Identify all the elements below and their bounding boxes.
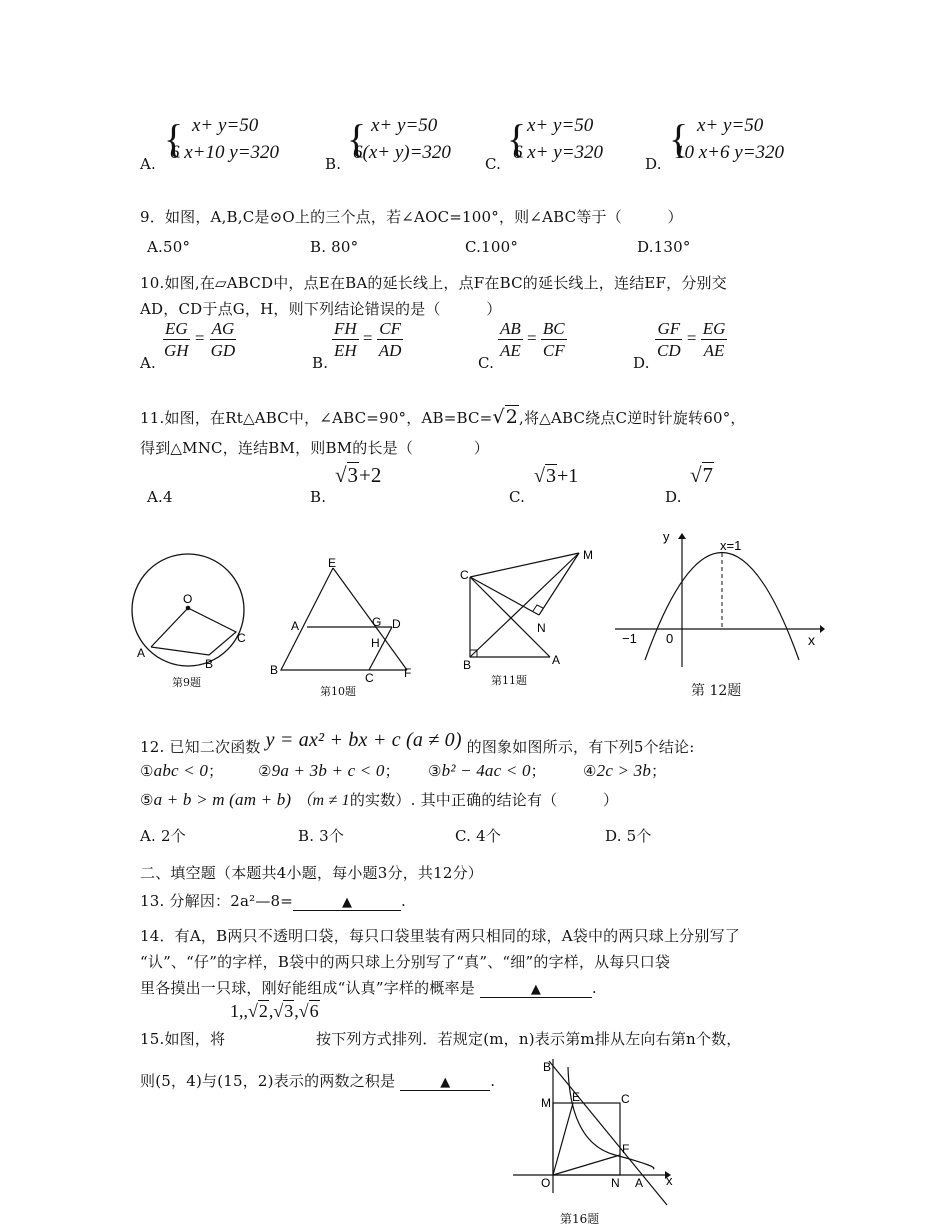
- q12-function: y = ax² + bx + c (a ≠ 0): [265, 729, 462, 751]
- q11-option-c-value: √ 3 +1: [534, 465, 579, 487]
- q11-stem-line2: 得到△MNC，连结BM，则BM的长是（ ）: [140, 439, 490, 457]
- q12-conclusion-2: ②9a + 3b + c < 0；: [258, 761, 400, 780]
- label-a: A: [552, 653, 561, 667]
- label-o: O: [183, 592, 193, 606]
- triangle-lines: [151, 608, 236, 655]
- label-m: M: [583, 548, 593, 562]
- label-m: M: [541, 1096, 551, 1110]
- radicand: 3: [347, 463, 359, 487]
- label-e: E: [328, 556, 337, 570]
- equation-1: x+ y=50: [697, 115, 764, 136]
- equation-2: 6(x+ y)=320: [353, 142, 451, 163]
- figure-9: [125, 550, 260, 690]
- figure-16: [505, 1053, 680, 1213]
- figure-10: [265, 552, 420, 682]
- label-neg1: −1: [622, 631, 637, 646]
- q12-line1: [140, 729, 695, 758]
- q12-suffix: 的图象如图所示，有下列5个结论:: [466, 738, 695, 756]
- q9-option-c[interactable]: C.100°: [465, 238, 519, 256]
- numerator: CF: [379, 319, 401, 338]
- q11-stem-b: ,将△ABC绕点C逆时针旋转60°，: [519, 409, 746, 427]
- q11-option-a[interactable]: [147, 488, 173, 506]
- q9-option-a[interactable]: A.50°: [147, 238, 191, 256]
- denominator: AE: [703, 341, 725, 360]
- numerator: EG: [702, 319, 726, 338]
- q15-part2: 按下列方式排列．若规定(m，n)表示第m排从左向右第n个数，: [316, 1030, 742, 1048]
- segment-of: [553, 1155, 620, 1175]
- q15-answer-blank[interactable]: ▲: [400, 1072, 490, 1091]
- denominator: GH: [164, 341, 189, 360]
- label-x: x: [808, 632, 815, 648]
- q13-text: 13. 分解因：2a²—8=: [140, 892, 294, 910]
- label-a: A: [137, 646, 146, 660]
- label-c: C: [365, 671, 374, 682]
- denominator: CD: [657, 341, 681, 360]
- q9-stem: 9．如图，A,B,C是⊙O上的三个点，若∠AOC=100°，则∠ABC等于（ ）: [140, 208, 683, 226]
- section-2-heading: 二、填空题（本题共4小题，每小题3分，共12分）: [140, 864, 483, 882]
- q10-stem-line1: 10.如图,在▱ABCD中，点E在BA的延长线上，点F在BC的延长线上，连结EF，分别交: [140, 274, 727, 292]
- numerator: EG: [164, 319, 188, 338]
- q12-conclusion-1: ①abc < 0；: [140, 761, 224, 780]
- numerator: GF: [657, 319, 681, 338]
- q14-line1: 14．有A，B两只不透明口袋，每只口袋里装有两只相同的球，A袋中的两只球上分别写了: [140, 927, 740, 945]
- label-x: x: [666, 1173, 673, 1188]
- option-label: C.: [485, 155, 502, 173]
- q9-option-d[interactable]: D.130°: [637, 238, 691, 256]
- label-g: G: [372, 615, 382, 629]
- line-ab: [549, 1061, 667, 1205]
- q15-sequence: 1,, √ 2 , √ 3 , √ 6: [230, 1001, 319, 1021]
- q14-answer-blank[interactable]: ▲: [480, 979, 592, 998]
- label-h: H: [371, 636, 380, 650]
- brace: {: [507, 116, 527, 161]
- q13-answer-blank[interactable]: ▲: [293, 892, 401, 911]
- q12-option-a[interactable]: A. 2个: [140, 827, 186, 845]
- label-c: C: [621, 1092, 630, 1106]
- numerator: AB: [500, 319, 521, 338]
- label-b: B: [543, 1060, 552, 1074]
- equation-1: x+ y=50: [371, 115, 438, 136]
- option-label: A.: [140, 354, 157, 372]
- figure-11: [455, 545, 605, 670]
- q14-line3: 里各摸出一只球，刚好能组成“认真”字样的概率是 ▲ .: [140, 979, 597, 997]
- q11-stem-line1: 11.如图，在Rt△ABC中，∠ABC=90°，AB=BC= √ 2 ,将△ABC绕点C逆时针旋转60°，: [140, 406, 746, 428]
- label-d: D: [392, 617, 401, 631]
- label-a: A: [291, 619, 300, 633]
- q11-option-d-label[interactable]: D.: [665, 488, 682, 506]
- label-f: F: [622, 1142, 630, 1156]
- option-label: A.: [140, 155, 157, 173]
- q12-option-b[interactable]: B. 3个: [298, 827, 345, 845]
- rest: +2: [359, 463, 382, 487]
- q15-line2: 则(5，4)与(15，2)表示的两数之积是 ▲ .: [140, 1072, 496, 1090]
- option-label: B.: [325, 155, 342, 173]
- label-n: N: [537, 621, 546, 635]
- q12-conclusion-4: ④2c > 3b；: [583, 761, 667, 780]
- radicand: 7: [702, 463, 714, 487]
- q15-part1: 15.如图，将: [140, 1030, 226, 1048]
- brace: {: [164, 116, 184, 161]
- label-e: E: [572, 1090, 581, 1104]
- side-mn: [539, 553, 579, 615]
- option-value: 4: [163, 488, 173, 506]
- label-b: B: [205, 657, 214, 671]
- label-c: C: [237, 631, 246, 645]
- denominator: EH: [334, 341, 357, 360]
- q10-stem-line2: AD，CD于点G，H，则下列结论错误的是（ ）: [140, 300, 502, 318]
- rest: +1: [556, 465, 579, 487]
- label-axis: x=1: [720, 538, 742, 553]
- q11-option-d-value: √ 7: [690, 463, 714, 487]
- label-b: B: [463, 658, 472, 670]
- equation-2: 6 x+ y=320: [513, 142, 604, 163]
- denominator: AD: [378, 341, 402, 360]
- q11-option-c-label[interactable]: C.: [509, 488, 526, 506]
- q11-option-b-value: √ 3 +2: [335, 463, 382, 487]
- option-label: C.: [478, 354, 495, 372]
- q12-conclusion-3: ③b² − 4ac < 0；: [428, 761, 546, 780]
- figure-10-caption: 第10题: [320, 685, 356, 698]
- segment-oe: [553, 1103, 573, 1175]
- y-axis-arrow: [678, 533, 686, 539]
- q14-line2: “认”、“仔”的字样，B袋中的两只球上分别写了“真”、“细”的字样，从每只口袋: [140, 953, 671, 971]
- hyperbola: [568, 1067, 654, 1169]
- figure-12-caption: 第 12题: [691, 683, 742, 699]
- brace: {: [347, 116, 367, 161]
- equation-1: x+ y=50: [527, 115, 594, 136]
- numerator: AG: [211, 319, 235, 338]
- denominator: GD: [210, 341, 236, 360]
- q9-option-b[interactable]: B. 80°: [310, 238, 359, 256]
- x-axis-arrow: [820, 625, 825, 633]
- equation-2: 6 x+10 y=320: [170, 142, 280, 163]
- label-y: y: [663, 529, 670, 544]
- option-label: A.: [147, 488, 164, 506]
- q12-option-c[interactable]: C. 4个: [455, 827, 502, 845]
- q11-option-b-label[interactable]: B.: [310, 488, 327, 506]
- equation-1: x+ y=50: [192, 115, 259, 136]
- label-o: O: [541, 1176, 551, 1190]
- figure-9-caption: 第9题: [172, 676, 201, 689]
- numerator: FH: [334, 319, 357, 338]
- figure-16-caption: 第16题: [560, 1212, 600, 1226]
- brace: {: [669, 116, 689, 161]
- label-n: N: [611, 1176, 620, 1190]
- option-label: D.: [633, 354, 650, 372]
- numerator: BC: [542, 319, 565, 338]
- denominator: AE: [500, 341, 521, 360]
- figure-11-caption: 第11题: [491, 674, 527, 687]
- q13: 13. 分解因：2a²—8= ▲ .: [140, 892, 407, 910]
- label-b: B: [270, 663, 279, 677]
- radicand: 3: [545, 465, 556, 487]
- q11-radicand: 2: [505, 406, 519, 428]
- side-cm: [470, 553, 579, 577]
- q12-conclusion-5: ⑤a + b > m (am + b) （m ≠ 1的实数）. 其中正确的结论有（ ）: [140, 790, 619, 809]
- label-c: C: [460, 568, 469, 582]
- label-a: A: [635, 1176, 644, 1190]
- segment-bm: [470, 553, 579, 657]
- q11-stem-a: 11.如图，在Rt△ABC中，∠ABC=90°，AB=BC=: [140, 409, 493, 427]
- q12-option-d[interactable]: D. 5个: [605, 827, 652, 845]
- option-label: B.: [312, 354, 329, 372]
- label-f: F: [404, 666, 412, 680]
- label-zero: 0: [666, 631, 674, 646]
- equation-2: 10 x+6 y=320: [675, 142, 785, 163]
- side-cn: [470, 577, 539, 615]
- option-label: D.: [645, 155, 662, 173]
- figure-12: [612, 525, 827, 685]
- q12-prefix: 12. 已知二次函数: [140, 738, 261, 756]
- denominator: CF: [542, 341, 565, 360]
